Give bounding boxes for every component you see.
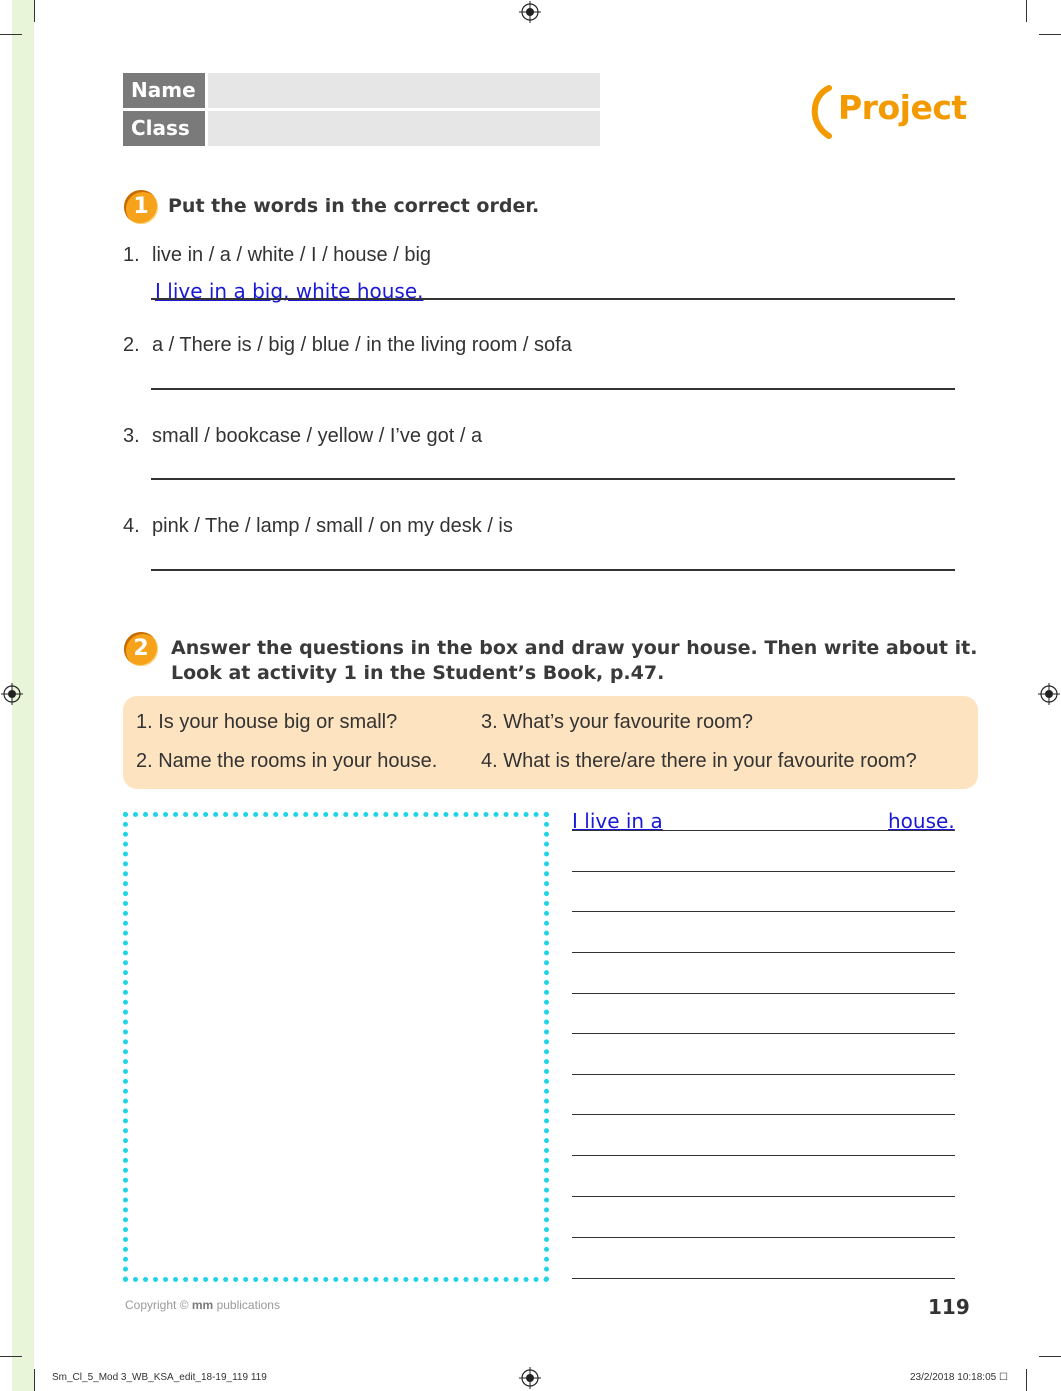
exercise-2-instruction-line1: Answer the questions in the box and draw your house. Then write about it. (171, 637, 978, 659)
item-prompt: small / bookcase / yellow / I’ve got / a (152, 425, 483, 447)
copyright (125, 1298, 280, 1312)
item-number: 3. (123, 425, 140, 447)
copyright-suffix: publications (216, 1298, 280, 1312)
writing-line[interactable] (572, 1196, 955, 1197)
item-prompt: pink / The / lamp / small / on my desk / is (152, 515, 513, 537)
item-number: 2. (123, 334, 140, 356)
writing-line[interactable] (572, 1114, 955, 1115)
crop-mark (1026, 0, 1027, 22)
item-number: 4. (123, 515, 140, 537)
exercise-1-instruction: Put the words in the correct order. (168, 195, 540, 217)
registration-mark-icon (1038, 683, 1060, 705)
page-number: 119 (928, 1295, 970, 1319)
writing-start[interactable]: I live in a (572, 809, 663, 833)
name-label: Name (123, 73, 205, 108)
answer-line[interactable] (151, 478, 955, 480)
question-item: 3. What’s your favourite room? (481, 711, 753, 733)
item-prompt: live in / a / white / I / house / big (152, 244, 432, 266)
answer-line[interactable] (151, 298, 955, 300)
name-field[interactable] (208, 73, 600, 108)
crop-mark (0, 34, 22, 35)
copyright-prefix: Copyright © (125, 1298, 189, 1312)
crop-mark (1039, 34, 1061, 35)
exercise-1-item (123, 244, 431, 267)
questions-box (123, 696, 978, 789)
writing-end[interactable]: house. (888, 809, 955, 833)
answer-line[interactable] (151, 569, 955, 571)
writing-line[interactable] (572, 1033, 955, 1034)
item-1-answer[interactable]: I live in a big, white house. (155, 279, 424, 303)
registration-mark-icon (1, 683, 23, 705)
writing-line[interactable] (572, 1155, 955, 1156)
print-slug-right: 23/2/2018 10:18:05 ☐ (910, 1372, 1008, 1383)
writing-line[interactable] (572, 1074, 955, 1075)
section-title: Project (838, 88, 967, 127)
exercise-1-badge: 1 (124, 190, 158, 224)
print-slug-left: Sm_Cl_5_Mod 3_WB_KSA_edit_18-19_119 119 (52, 1372, 267, 1383)
exercise-2-badge: 2 (124, 632, 158, 666)
exercise-1-item (123, 334, 572, 357)
exercise-2-instruction-line2: Look at activity 1 in the Student’s Book, p.47. (171, 662, 665, 684)
exercise-1-item (123, 515, 513, 538)
crop-mark (34, 0, 35, 22)
drawing-area[interactable] (123, 812, 549, 1282)
registration-mark-icon (519, 1367, 541, 1389)
question-item: 1. Is your house big or small? (136, 711, 398, 733)
writing-line[interactable] (572, 1237, 955, 1238)
writing-line[interactable] (572, 952, 955, 953)
crop-mark (0, 1356, 22, 1357)
crop-mark (1026, 1369, 1027, 1391)
registration-mark-icon (519, 1, 541, 23)
question-item: 2. Name the rooms in your house. (136, 750, 438, 772)
writing-line[interactable] (572, 871, 955, 872)
writing-line[interactable] (572, 993, 955, 994)
class-label: Class (123, 111, 205, 146)
copyright-brand: mm (191, 1298, 214, 1312)
crop-mark (34, 1369, 35, 1391)
class-field[interactable] (208, 111, 600, 146)
crop-mark (1039, 1356, 1061, 1357)
writing-line[interactable] (572, 1278, 955, 1279)
writing-line[interactable] (572, 911, 955, 912)
project-bracket-icon (803, 84, 843, 140)
item-number: 1. (123, 244, 140, 266)
writing-line[interactable] (572, 830, 955, 831)
item-prompt: a / There is / big / blue / in the living room / sofa (152, 334, 572, 356)
exercise-1-item (123, 425, 482, 448)
question-item: 4. What is there/are there in your favourite room? (481, 750, 917, 772)
answer-line[interactable] (151, 388, 955, 390)
